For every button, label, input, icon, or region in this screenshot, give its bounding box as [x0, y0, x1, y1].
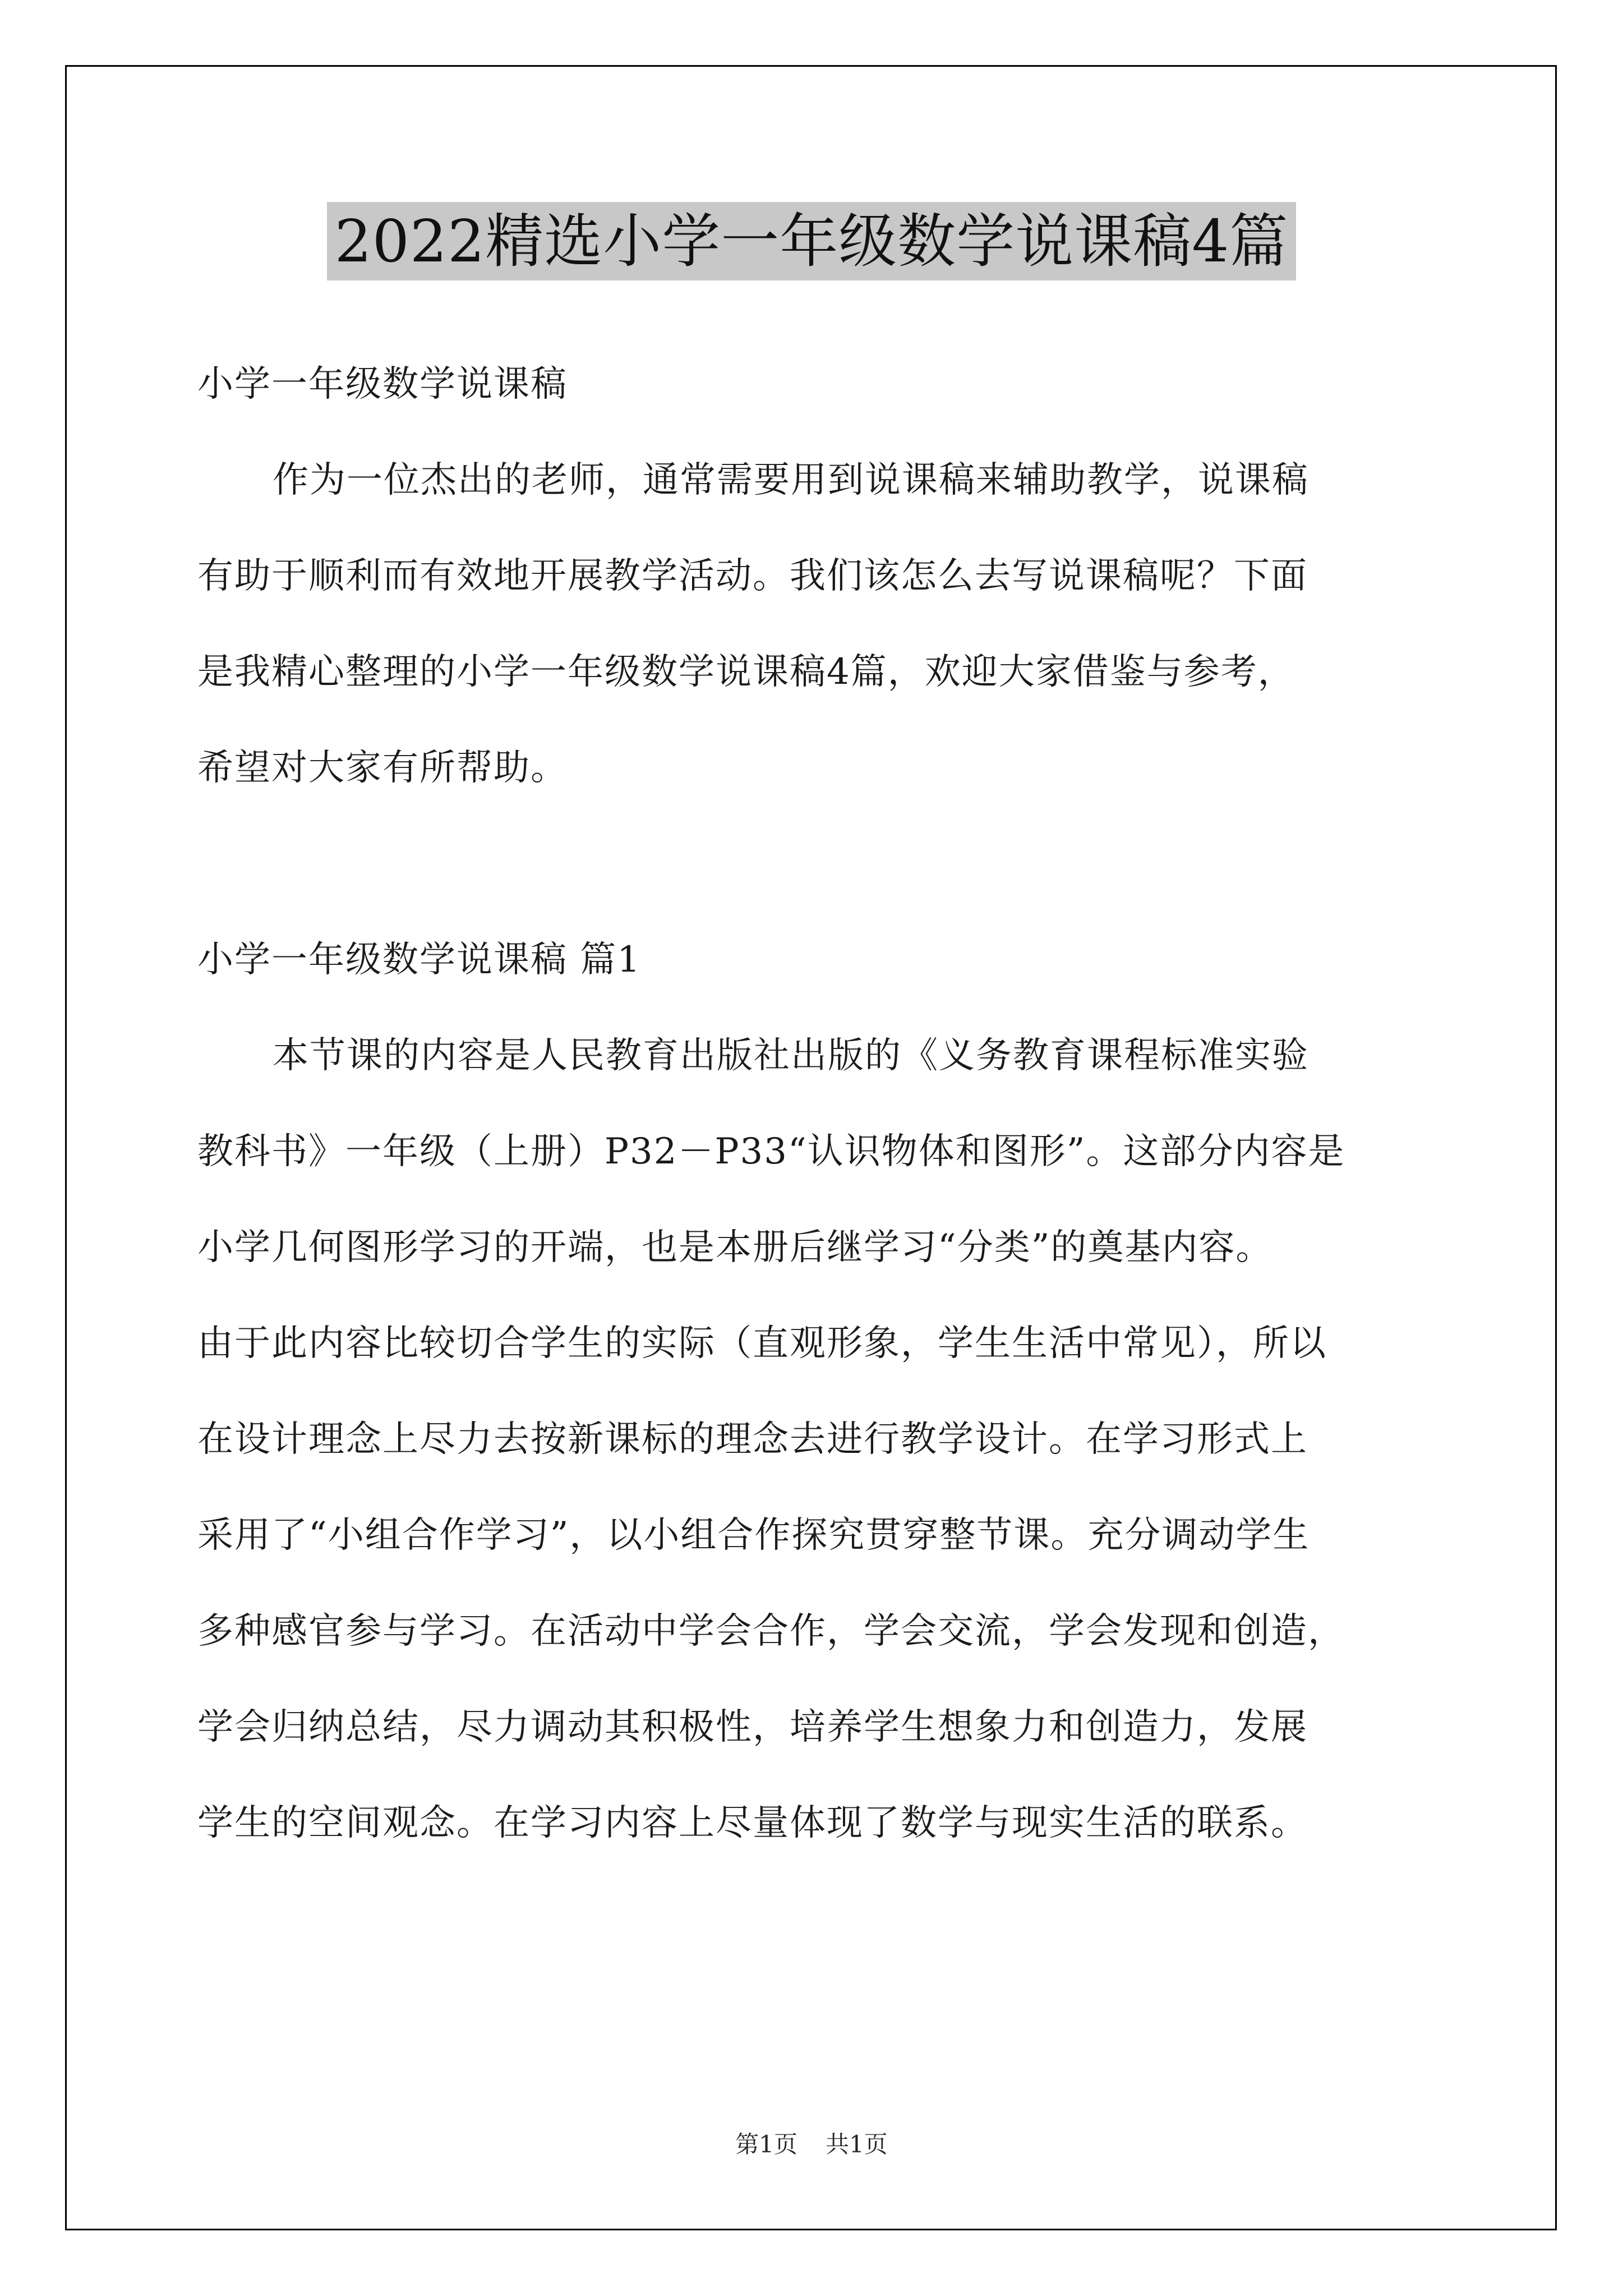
paragraph-line: 本节课的内容是人民教育出版社出版的《义务教育课程标准实验: [273, 1035, 1309, 1076]
paragraph-line: 学生的空间观念。在学习内容上尽量体现了数学与现实生活的联系。: [197, 1802, 1308, 1844]
page-footer: [0, 2126, 1623, 2160]
paragraph-line: 有助于顺利而有效地开展教学活动。我们该怎么去写说课稿呢？下面: [197, 555, 1308, 597]
paragraph-line: 由于此内容比较切合学生的实际（直观形象，学生生活中常见），所以: [197, 1323, 1327, 1364]
paragraph-line: 多种感官参与学习。在活动中学会合作，学会交流，学会发现和创造，: [197, 1611, 1345, 1652]
paragraph-line: 在设计理念上尽力去按新课标的理念去进行教学设计。在学习形式上: [197, 1419, 1308, 1460]
page-number: 第1页: [735, 2131, 797, 2158]
document-body: [197, 337, 1437, 1871]
section-heading: 小学一年级数学说课稿 篇1: [197, 939, 642, 981]
title-container: [0, 202, 1623, 280]
paragraph-line: 是我精心整理的小学一年级数学说课稿4篇，欢迎大家借鉴与参考，: [197, 651, 1295, 693]
document-title: 2022精选小学一年级数学说课稿4篇: [327, 202, 1297, 280]
paragraph-line: 学会归纳总结，尽力调动其积极性，培养学生想象力和创造力，发展: [197, 1706, 1308, 1748]
intro-heading: 小学一年级数学说课稿: [197, 364, 568, 405]
paragraph-line: 小学几何图形学习的开端，也是本册后继学习“分类”的奠基内容。: [197, 1227, 1273, 1268]
paragraph-line: 教科书》一年级（上册）P32－P33“认识物体和图形”。这部分内容是: [197, 1131, 1345, 1172]
page-total: 共1页: [826, 2131, 888, 2158]
paragraph-line: 作为一位杰出的老师，通常需要用到说课稿来辅助教学，说课稿: [273, 459, 1309, 501]
paragraph-line: 希望对大家有所帮助。: [197, 747, 568, 789]
spacer: [197, 816, 1437, 912]
paragraph-line: 采用了“小组合作学习”，以小组合作探究贯穿整节课。充分调动学生: [197, 1515, 1310, 1556]
